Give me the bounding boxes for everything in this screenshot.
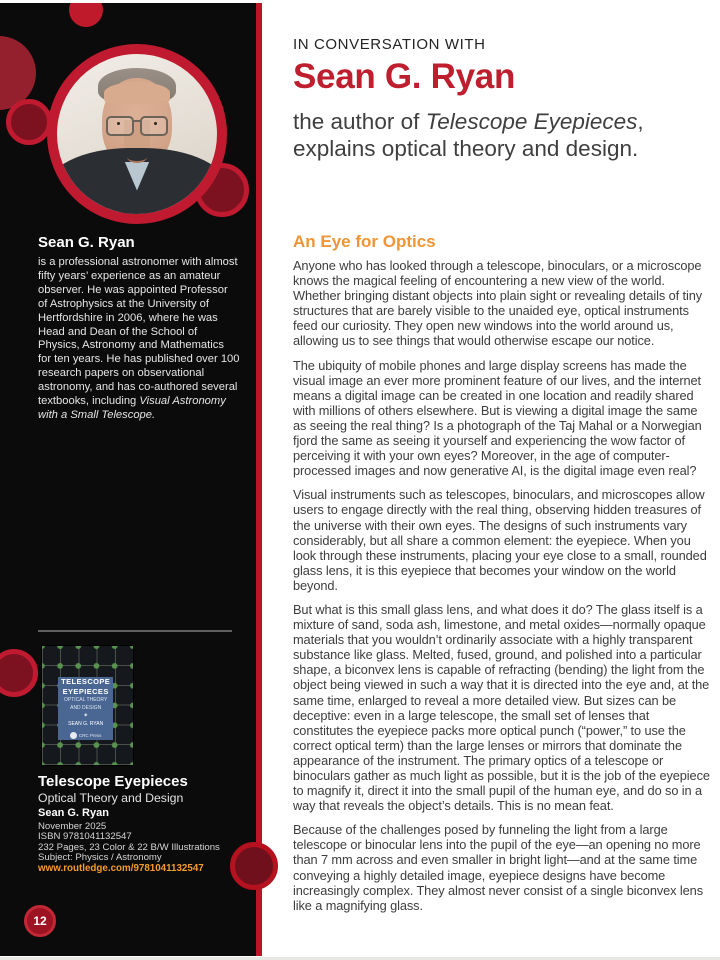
page-number-badge — [24, 905, 56, 937]
book-cover-title-panel — [58, 677, 113, 740]
book-title: Telescope Eyepieces — [38, 773, 188, 790]
decorative-circle — [230, 842, 278, 890]
glasses-icon — [106, 116, 168, 133]
kicker: IN CONVERSATION WITH — [293, 36, 486, 53]
book-pages: 232 Pages, 23 Color & 22 B/W Illustrations — [38, 841, 220, 853]
cover-subtitle: OPTICAL THEORY — [64, 697, 108, 704]
author-bio: is a professional astronomer with almost fifty years’ experience as an amateur observer. He was appointed Professor of Astrophysics at the University of Hertfordshire in 2006, where he was Head and Dean of the School of Physics, Astronomy and Mathematics for ten years. He has published over 100 research papers on observational astronomy, and has co-authored several textbooks, including Visual Astronomy with a Small Telescope. — [38, 256, 240, 421]
article-paragraph: Anyone who has looked through a telescope, binoculars, or a microscope knows the magical feeling of encountering a new view of the world. Whether bringing distant objects into plain sight or revealing details of tiny structures that are barely visible to the unaided eye, optical instruments feed our curiosity. They open new windows into the world around us, allowing us to see things that would otherwise escape our notice. — [293, 258, 703, 349]
book-subject: Subject: Physics / Astronomy — [38, 852, 162, 864]
book-author: Sean G. Ryan — [38, 807, 109, 819]
book-pub-date: November 2025 — [38, 821, 107, 832]
portrait-smile — [127, 151, 147, 163]
cover-subtitle: AND DESIGN — [70, 704, 102, 711]
divider — [38, 630, 232, 632]
decorative-circle — [0, 649, 38, 697]
sidebar — [0, 3, 256, 956]
cover-author: SEAN G. RYAN — [68, 721, 104, 728]
book-details — [38, 822, 220, 864]
article-paragraph: But what is this small glass lens, and what does it do? The glass itself is a mixture of sand, soda ash, limestone, and metal oxides—normally opaque materials that you wouldn’t ordinarily associate with a highly transparent substance like glass. Melted, fused, ground, and polished into a particular shape, a biconvex lens is capable of refracting (bending) the light from the object being viewed in such a way that it is directed into the eye and, at the same time, enlarged to reveal a more detailed view. But sizes can be deceptive: even in a large telescope, the small set of lenses that constitutes the eyepiece packs more optical punch (“power,” to use the correct optical term) than the large lenses or mirrors that dominate the appearance of the instrument. The primary optics of a telescope or binoculars gather as much light as possible, but it is the job of the eyepiece to magnify it, direct it into the small pupil of the human eye, and do so in a way that reveals the object’s details. This is no mean feat. — [293, 601, 710, 814]
publisher-logo: CRC Press — [70, 732, 102, 739]
cover-title: TELESCOPE — [61, 677, 111, 687]
book-subtitle: Optical Theory and Design — [38, 791, 184, 805]
red-divider-line — [256, 3, 262, 956]
interviewee-name: Sean G. Ryan — [293, 57, 516, 96]
cover-title: EYEPIECES — [62, 687, 109, 697]
bio-book-title: Visual Astronomy with a Small Telescope. — [38, 395, 226, 421]
portrait-forehead — [104, 82, 170, 104]
tagline-line2: explains optical theory and design. — [293, 135, 639, 161]
author-photo — [47, 44, 227, 224]
article-body — [293, 258, 710, 922]
article-heading: An Eye for Optics — [293, 232, 436, 251]
cover-diamond-icon: ◆ — [83, 712, 88, 718]
sidebar-author-name: Sean G. Ryan — [38, 234, 135, 251]
article-paragraph: Because of the challenges posed by funneling the light from a large telescope or binocular lens into the pupil of the eye—an opening no more than 7 mm across and even smaller in bright light—and at the same time conveying a highly detailed image, eyepiece designs have become increasingly complex. They almost never consist of a single biconvex lens like a magnifying glass. — [293, 822, 703, 913]
decorative-circle — [69, 3, 103, 27]
page-number: 12 — [33, 914, 47, 928]
article-paragraph: The ubiquity of mobile phones and large display screens has made the visual image an ever more prominent feature of our lives, and the internet means a digital image can be created in one location and readily shared with millions of others elsewhere. But is viewing a digital image the same as seeing the real thing? Is a photograph of the Taj Mahal or a Norwegian fjord the same as seeing it yourself and experiencing the wow factor of perceiving it with your own eyes? Moreover, in the age of computer-processed images and now generative AI, is the digital image even real? — [293, 357, 702, 479]
tagline — [293, 109, 644, 162]
article-paragraph: Visual instruments such as telescopes, binoculars, and microscopes allow users to engage directly with the real thing, observing hidden treasures of the universe with their own eyes. The designs of such instruments vary considerably, but all share a common element: the eyepiece. When you look through these instruments, placing your eye close to a small, rounded glass lens, it is this eyepiece that becomes your window on the world beyond. — [293, 487, 707, 593]
book-isbn: ISBN 9781041132547 — [38, 831, 132, 843]
tagline-line1: the author of Telescope Eyepieces, — [293, 109, 644, 134]
book-cover — [42, 646, 133, 765]
crc-globe-icon — [70, 732, 77, 739]
book-url-link[interactable]: www.routledge.com/9781041132547 — [38, 863, 204, 874]
decorative-circle — [6, 99, 52, 145]
